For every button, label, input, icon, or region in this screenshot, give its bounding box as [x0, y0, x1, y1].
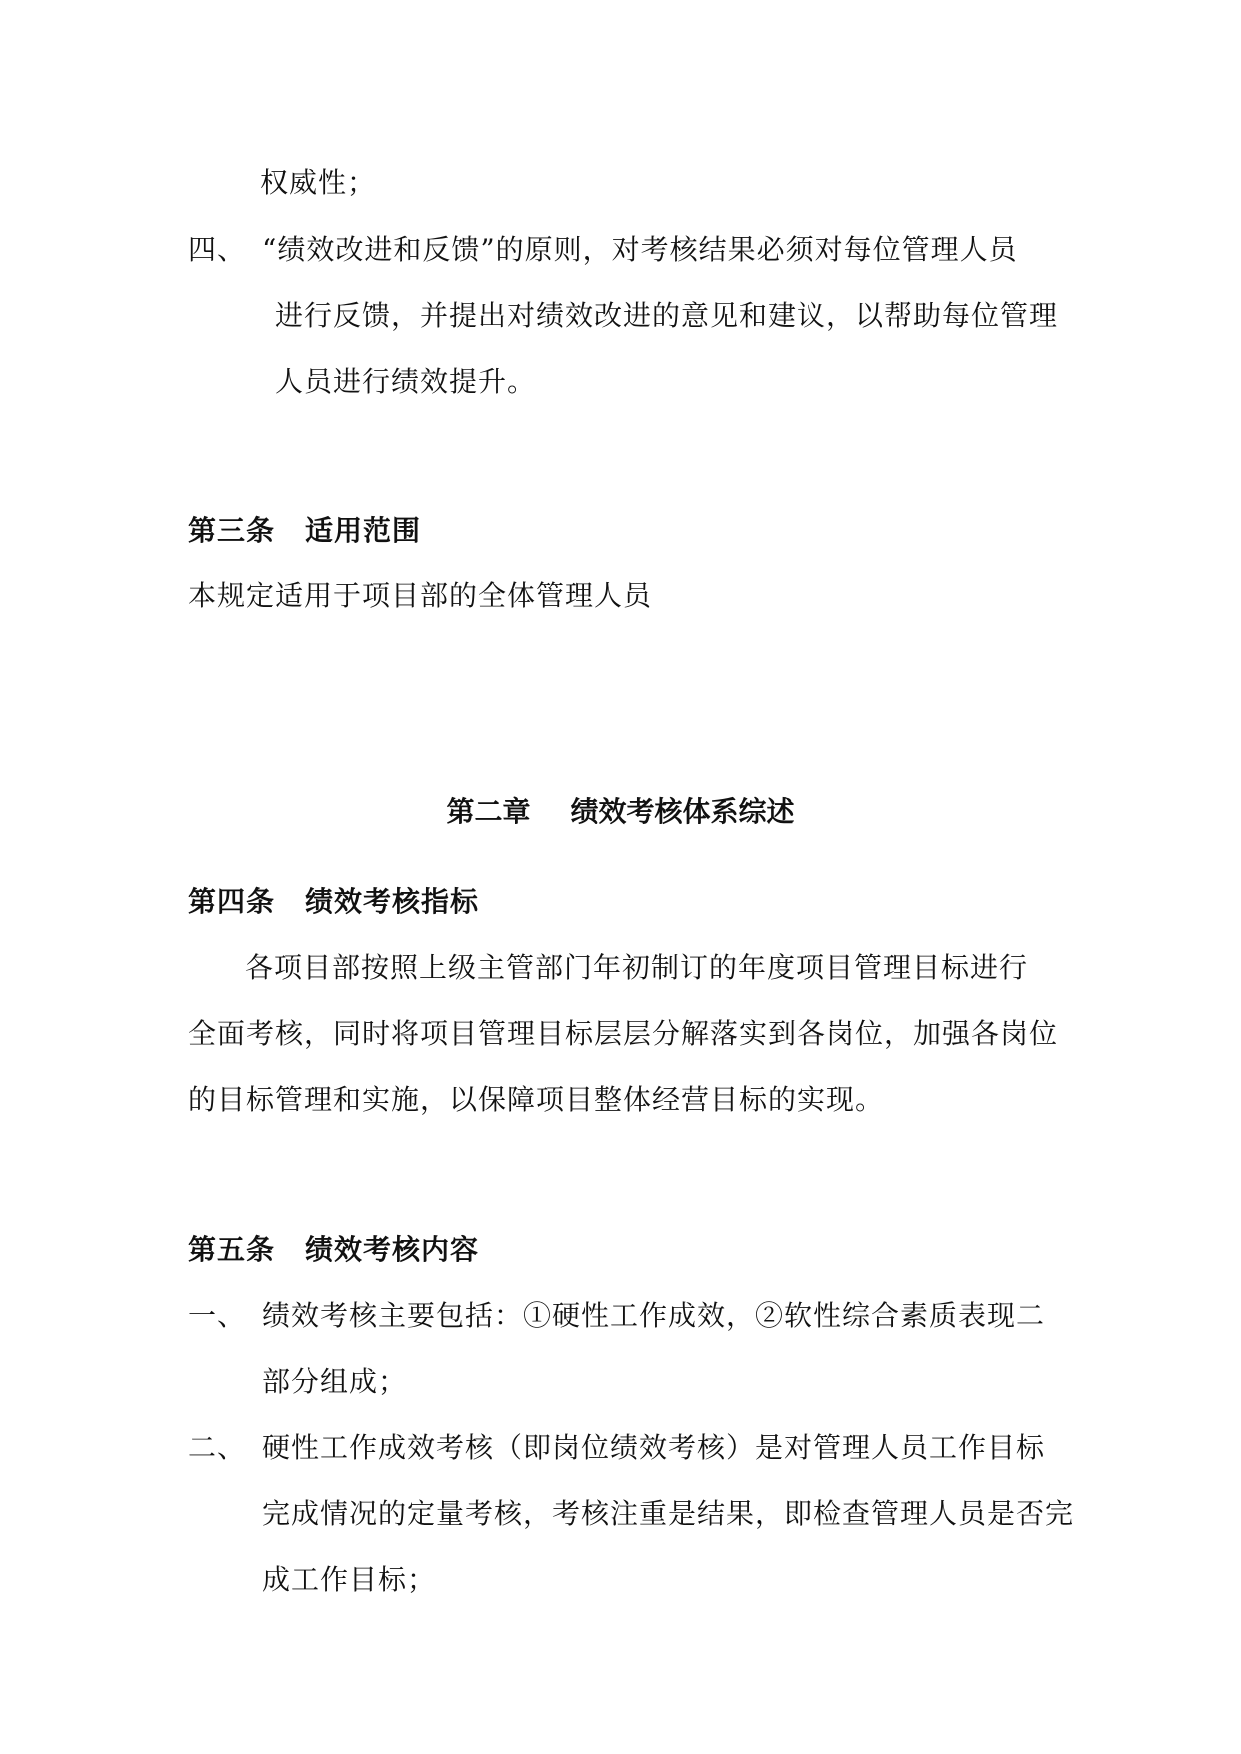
list-item-line: “绩效改进和反馈”的原则，对考核结果必须对每位管理人员	[262, 233, 1018, 266]
list-item-number: 四、	[188, 233, 247, 266]
chapter-2-heading	[0, 792, 1241, 832]
continuation-line: 权威性；	[260, 166, 377, 199]
article-5-title: 绩效考核内容	[305, 1233, 480, 1266]
chapter-2-label: 第二章	[446, 795, 531, 828]
article-4-line: 各项目部按照上级主管部门年初制订的年度项目管理目标进行	[245, 951, 1029, 984]
article-3-body: 本规定适用于项目部的全体管理人员	[188, 579, 653, 612]
chapter-2-title: 绩效考核体系综述	[570, 795, 795, 828]
list-item-line: 人员进行绩效提升。	[275, 365, 537, 398]
list-item-line: 进行反馈，并提出对绩效改进的意见和建议，以帮助每位管理	[275, 299, 1059, 332]
list-item-number: 一、	[188, 1299, 247, 1332]
article-4-line: 全面考核，同时将项目管理目标层层分解落实到各岗位，加强各岗位	[188, 1017, 1059, 1050]
article-4-heading	[188, 884, 479, 920]
article-4-title: 绩效考核指标	[305, 885, 480, 918]
article-4-label: 第四条	[188, 885, 276, 918]
article-4-line: 的目标管理和实施，以保障项目整体经营目标的实现。	[188, 1083, 885, 1116]
article-3-heading	[188, 513, 421, 549]
list-item-line: 部分组成；	[262, 1365, 408, 1398]
article-5-label: 第五条	[188, 1233, 276, 1266]
list-item-line: 完成情况的定量考核，考核注重是结果，即检查管理人员是否完	[262, 1497, 1075, 1530]
article-3-label: 第三条	[188, 514, 276, 547]
list-item-number: 二、	[188, 1431, 247, 1464]
article-5-heading	[188, 1232, 479, 1268]
list-item-line: 成工作目标；	[262, 1563, 437, 1596]
list-item-line: 绩效考核主要包括：①硬性工作成效，②软性综合素质表现二	[262, 1299, 1046, 1332]
list-item-line: 硬性工作成效考核（即岗位绩效考核）是对管理人员工作目标	[262, 1431, 1046, 1464]
article-3-title: 适用范围	[305, 514, 422, 547]
